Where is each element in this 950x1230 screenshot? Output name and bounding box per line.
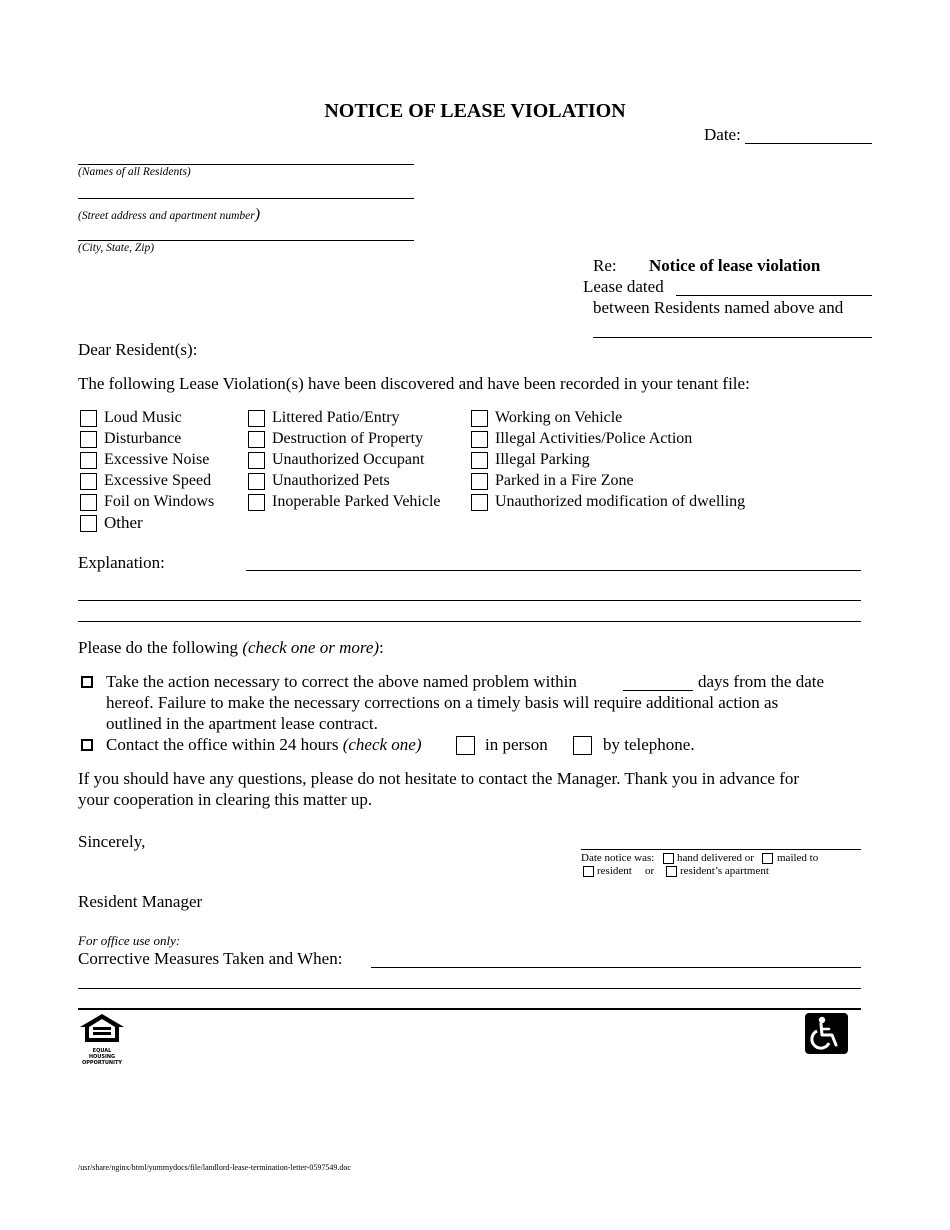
- lease-dated-label: Lease dated: [583, 277, 664, 296]
- checkbox[interactable]: [248, 410, 265, 427]
- apartment-label: resident’s apartment: [680, 865, 769, 877]
- office-use-label: For office use only:: [78, 933, 181, 948]
- intro-text: The following Lease Violation(s) have been discovered and have been recorded in your tenant file:: [78, 374, 750, 393]
- names-caption: (Names of all Residents): [78, 166, 191, 178]
- document-title: NOTICE OF LEASE VIOLATION: [324, 100, 626, 122]
- lease-dated-line[interactable]: [676, 295, 872, 296]
- action2-text: Contact the office within 24 hours (check one): [106, 735, 422, 754]
- names-line[interactable]: [78, 164, 414, 165]
- action1-text: Take the action necessary to correct the above named problem within: [106, 672, 577, 691]
- by-telephone-checkbox[interactable]: [573, 736, 592, 755]
- checkbox[interactable]: [80, 410, 97, 427]
- corrective-line[interactable]: [371, 967, 861, 968]
- date-line[interactable]: [745, 143, 872, 144]
- in-person-label: in person: [485, 735, 548, 754]
- eho-text-1: EQUAL HOUSING: [88, 1048, 116, 1060]
- checkbox[interactable]: [80, 431, 97, 448]
- salutation: Dear Resident(s):: [78, 340, 198, 359]
- please-do-heading: Please do the following (check one or more):: [78, 638, 384, 657]
- in-person-checkbox[interactable]: [456, 736, 475, 755]
- apartment-checkbox[interactable]: [666, 866, 677, 877]
- violation-label: Unauthorized Pets: [272, 472, 390, 489]
- violation-label: Illegal Parking: [495, 451, 590, 468]
- wheelchair-icon: [805, 1013, 848, 1054]
- landlord-line[interactable]: [593, 337, 872, 338]
- questions-line2: your cooperation in clearing this matter up.: [78, 790, 373, 809]
- corrective-label: Corrective Measures Taken and When:: [78, 949, 343, 968]
- re-label: Re:: [593, 256, 617, 275]
- violation-label: Unauthorized Occupant: [272, 451, 425, 468]
- or-label: or: [645, 865, 655, 877]
- explanation-label: Explanation:: [78, 553, 165, 572]
- delivery-line1: Date notice was:: [581, 852, 655, 864]
- checkbox[interactable]: [248, 431, 265, 448]
- violation-label: Illegal Activities/Police Action: [495, 430, 693, 447]
- checkbox[interactable]: [80, 494, 97, 511]
- violation-label: Other: [104, 513, 143, 532]
- violation-label: Excessive Speed: [104, 472, 212, 489]
- equal-housing-logo: [79, 1013, 125, 1066]
- sincerely: Sincerely,: [78, 832, 146, 851]
- checkbox[interactable]: [471, 452, 488, 469]
- violation-label: Littered Patio/Entry: [272, 409, 400, 426]
- violation-label: Inoperable Parked Vehicle: [272, 493, 441, 510]
- action1-line3: outlined in the apartment lease contract.: [106, 714, 378, 733]
- violation-label: Loud Music: [104, 409, 182, 426]
- accessibility-logo: [805, 1013, 848, 1054]
- violation-label: Unauthorized modification of dwelling: [495, 493, 746, 510]
- resident-label: resident: [597, 865, 632, 877]
- checkbox[interactable]: [80, 515, 97, 532]
- re-subject: Notice of lease violation: [649, 256, 821, 275]
- violation-label: Disturbance: [104, 430, 182, 447]
- hand-delivered-label: hand delivered or: [677, 852, 754, 864]
- action2-checkbox[interactable]: [81, 739, 93, 751]
- questions-line1: If you should have any questions, please do not hesitate to contact the Manager. Thank you in advance for: [78, 769, 800, 788]
- explanation-line[interactable]: [78, 600, 861, 601]
- between-text: between Residents named above and: [593, 298, 844, 317]
- checkbox[interactable]: [471, 431, 488, 448]
- checkbox[interactable]: [471, 473, 488, 490]
- action1-line2: hereof. Failure to make the necessary corrections on a timely basis will require additional action as: [106, 693, 779, 712]
- violation-label: Parked in a Fire Zone: [495, 472, 634, 489]
- days-line[interactable]: [623, 690, 693, 691]
- checkbox[interactable]: [471, 494, 488, 511]
- checkbox[interactable]: [80, 452, 97, 469]
- hand-delivered-checkbox[interactable]: [663, 853, 674, 864]
- eho-text-2: OPPORTUNITY: [81, 1060, 122, 1066]
- checkbox[interactable]: [471, 410, 488, 427]
- corrective-line[interactable]: [78, 988, 861, 989]
- action1-text-b: days from the date: [698, 672, 825, 691]
- checkbox[interactable]: [248, 494, 265, 511]
- mailed-checkbox[interactable]: [762, 853, 773, 864]
- city-caption: (City, State, Zip): [78, 242, 155, 254]
- delivery-date-line[interactable]: [581, 849, 861, 850]
- footer-file-path: /usr/share/nginx/html/yummydocs/file/landlord-lease-termination-letter-0597549.doc: [78, 1163, 351, 1172]
- checkbox[interactable]: [248, 452, 265, 469]
- equal-housing-icon: [79, 1013, 125, 1043]
- violation-label: Working on Vehicle: [495, 409, 623, 426]
- date-label: Date:: [704, 125, 741, 144]
- resident-checkbox[interactable]: [583, 866, 594, 877]
- explanation-line[interactable]: [78, 621, 861, 622]
- action1-checkbox[interactable]: [81, 676, 93, 688]
- street-caption: (Street address and apartment number): [78, 206, 261, 223]
- violation-label: Excessive Noise: [104, 451, 210, 468]
- checkbox[interactable]: [248, 473, 265, 490]
- city-line[interactable]: [78, 240, 414, 241]
- footer-rule: [78, 1008, 861, 1010]
- street-line[interactable]: [78, 198, 414, 199]
- violation-label: Foil on Windows: [104, 493, 215, 510]
- explanation-line[interactable]: [246, 570, 861, 571]
- signer-title: Resident Manager: [78, 892, 203, 911]
- mailed-label: mailed to: [777, 852, 819, 864]
- checkbox[interactable]: [80, 473, 97, 490]
- violation-label: Destruction of Property: [272, 430, 424, 447]
- by-telephone-label: by telephone.: [603, 735, 695, 754]
